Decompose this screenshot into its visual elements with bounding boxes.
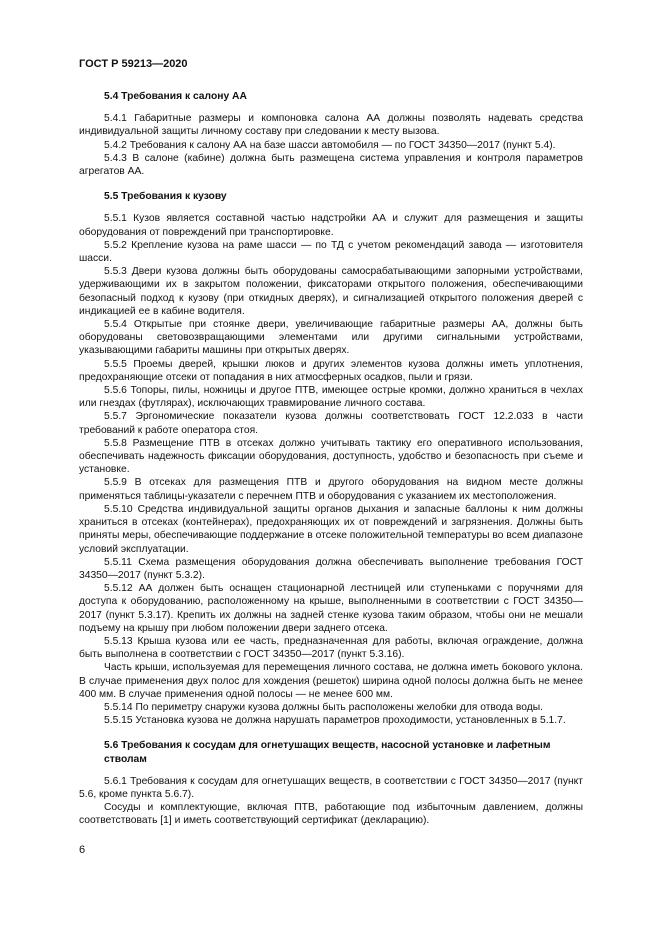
paragraph: 5.5.3 Двери кузова должны быть оборудованы самосрабатывающими запорными устройствами, удерживающими их в закрытом положении, фиксаторами открытого положения, обеспечивающими безопасный подход к кузову (при откидных дверях), и сигнализацией открытого положения дверей с индикацией ее в кабине водителя. (79, 266, 583, 317)
paragraph: 5.5.8 Размещение ПТВ в отсеках должно учитывать тактику его оперативного использования, обеспечивать надежность фиксации оборудования, доступность, удобство и безопасность при съеме и установке. (79, 437, 583, 476)
paragraph: 5.5.7 Эргономические показатели кузова должны соответствовать ГОСТ 12.2.033 в части требований к работе оператора стоя. (79, 411, 583, 436)
paragraph: 5.5.4 Открытые при стоянке двери, увеличивающие габаритные размеры АА, должны быть оборудованы световозвращающими элементами или другими сигнальными устройствами, указывающими габариты машины при открытых дверях. (79, 319, 583, 357)
paragraph: 5.6.1 Требования к сосудам для огнетушащих веществ, в соответствии с ГОСТ 34350—2017 (пункт 5.6, кроме пункта 5.6.7). (79, 775, 583, 800)
page-body (79, 90, 583, 828)
paragraph: 5.5.1 Кузов является составной частью надстройки АА и служит для размещения и защиты оборудования от повреждений при транспортировке. (79, 213, 583, 238)
section-title: 5.6 Требования к сосудам для огнетушащих веществ, насосной установке и лафетным стволам (104, 740, 551, 765)
paragraph: 5.5.5 Проемы дверей, крышки люков и других элементов кузова должны иметь уплотнения, предохраняющие отсеки от попадания в них атмосферных осадков, пыли и грязи. (79, 358, 583, 383)
paragraph: 5.5.12 АА должен быть оснащен стационарной лестницей или ступеньками с поручнями для доступа к оборудованию, расположенному на крыше, выполненными в соответствии с ГОСТ 34350—2017 (пункт 5.3.17). Крепить их должны на задней стенке кузова таким образом, чтобы они не мешали подъему на крышу при любом положении двери заднего отсека. (79, 583, 583, 634)
paragraph: Часть крыши, используемая для перемещения личного состава, не должна иметь бокового уклона. В случае применения двух полос для хождения (решеток) ширина одной полосы должна быть не менее 400 мм. В случае применения одной полосы — не менее 600 мм. (79, 662, 583, 700)
paragraph: 5.4.1 Габаритные размеры и компоновка салона АА должны позволять надевать средства индивидуальной защиты личному составу при следовании к месту вызова. (79, 113, 583, 138)
section-title: 5.5 Требования к кузову (104, 191, 227, 203)
paragraph: 5.5.2 Крепление кузова на раме шасси — по ТД с учетом рекомендаций завода — изготовителя шасси. (79, 239, 583, 265)
paragraph: 5.5.6 Топоры, пилы, ножницы и другое ПТВ, имеющее острые кромки, должно храниться в чехлах или гнездах (футлярах), исключающих травмирование личного состава. (79, 385, 583, 410)
paragraph: 5.5.10 Средства индивидуальной защиты органов дыхания и запасные баллоны к ним должны храниться в отсеках (контейнерах), предохраняющих их от повреждений и загрязнения. Должны быть приняты меры, обеспечивающие поддержание в отсеке положительной температуры во всем диапазоне условий эксплуатации. (79, 503, 583, 555)
paragraph: 5.5.9 В отсеках для размещения ПТВ и другого оборудования на видном месте должны применяться таблицы-указатели с перечнем ПТВ и оборудования с указанием их местоположения. (79, 477, 583, 502)
paragraph: 5.5.15 Установка кузова не должна нарушать параметров проходимости, установленных в 5.1.7. (104, 715, 566, 727)
document-header: ГОСТ Р 59213—2020 (79, 58, 188, 70)
paragraph: 5.4.3 В салоне (кабине) должна быть размещена система управления и контроля параметров агрегатов АА. (79, 152, 583, 178)
paragraph: 5.5.11 Схема размещения оборудования должна обеспечивать выполнение требования ГОСТ 34350—2017 (пункт 5.3.2). (79, 556, 583, 581)
section-5-4 (79, 90, 583, 178)
paragraph: Сосуды и комплектующие, включая ПТВ, работающие под избыточным давлением, должны соответствовать [1] и иметь соответствующий сертификат (декларацию). (79, 802, 583, 827)
section-5-5 (79, 190, 583, 727)
paragraph: 5.4.2 Требования к салону АА на базе шасси автомобиля — по ГОСТ 34350—2017 (пункт 5.4). (104, 139, 556, 151)
section-title: 5.4 Требования к салону АА (104, 91, 247, 102)
section-5-6 (79, 739, 583, 827)
paragraph: 5.5.14 По периметру снаружи кузова должны быть расположены желобки для отвода воды. (104, 701, 543, 713)
paragraph: 5.5.13 Крыша кузова или ее часть, предназначенная для работы, включая ограждение, должна быть выполнена в соответствии с ГОСТ 34350—2017 (пункт 5.3.16). (79, 635, 583, 661)
page-number: 6 (79, 844, 86, 856)
